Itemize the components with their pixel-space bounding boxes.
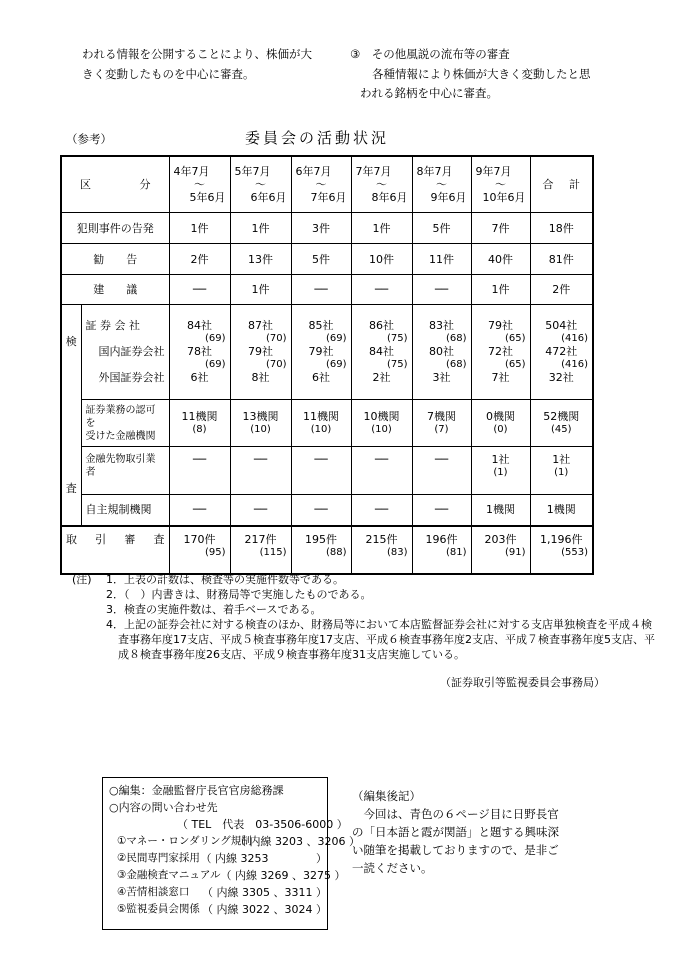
period-start: 7年7月 [355,165,392,178]
contact-item [109,867,346,884]
period-header [412,156,471,213]
cell-sub: (45) [550,424,572,436]
cell-value: 1社 [552,453,571,467]
table-cell [471,526,530,574]
period-header [471,156,530,213]
contact-name: ②民間専門家採用 [117,852,200,864]
table-cell [530,244,593,275]
total-header [530,156,593,213]
table-cell [412,399,471,446]
foreign-label: 外国証券会社 [98,371,165,385]
cell-value: 472社 [545,345,578,359]
category-char: 区 [80,178,91,191]
cell-value: 8社 [251,371,270,385]
contact-name: ①マネー・ロンダリング規制 [117,835,252,847]
table-cell [412,213,471,244]
cell-value: 3件 [312,221,330,235]
table-cell [412,244,471,275]
cell-value: 504社 [545,319,578,333]
cell-value: ── [314,283,328,296]
table-cell [471,244,530,275]
table-cell [230,275,291,305]
cell-sub: (69) [204,359,226,371]
inspection-char: 検 [65,335,77,348]
category-char: 分 [139,178,151,191]
table-cell [230,213,291,244]
table-cell [291,526,351,574]
cell-value: 1,196件 [540,533,583,546]
cell-value: ── [192,503,207,517]
table-cell [169,494,230,526]
table-cell [291,244,351,275]
cell-value: 85社 [308,319,334,333]
period-start: 4年7月 [173,165,210,178]
cell-value: 52機関 [543,410,580,424]
period-end: 6年6月 [250,191,287,204]
table-cell [351,447,412,494]
afterword-line-1: 今回は、青色の６ページ目に日野長官 [352,807,559,821]
table-cell [412,275,471,305]
cell-value: ── [192,283,207,296]
cell-value: ── [434,503,449,517]
intro-left-line-2: きく変動したものを中心に審査。 [82,67,255,81]
cell-sub: (69) [325,359,347,371]
cell-sub: (10) [371,424,392,436]
cell-sub: (1) [493,467,508,479]
cell-sub: (69) [204,333,226,345]
notes [72,572,655,662]
cell-value: 13機関 [242,410,279,424]
table-cell [291,447,351,494]
period-end: 5年6月 [189,191,226,204]
table-cell [230,494,291,526]
cell-value: 203件 [484,533,517,546]
intro-right-line-2: われる銘柄を中心に審査。 [360,86,498,100]
row-label [61,275,169,305]
securities-label: 証 券 会 社 [85,319,140,333]
cell-value: 2社 [372,371,391,385]
contact-item [109,850,327,867]
table-cell [530,399,593,446]
table-cell [230,526,291,574]
cell-sub: (83) [386,547,408,558]
cell-sub: (10) [250,424,271,436]
cell-value: 10件 [369,252,394,266]
row-label-char: 取 [66,533,77,546]
table-cell [291,399,351,446]
period-tilde: ～ [255,178,266,191]
cell-sub: (7) [434,424,449,436]
period-end: 8年6月 [371,191,408,204]
period-tilde: ～ [315,178,327,191]
cell-value: 72社 [488,345,513,359]
period-end: 7年6月 [310,191,347,204]
cell-value: 87社 [248,319,273,333]
editor-line: ○編集：金融監督庁長官官房総務課 [109,784,284,797]
cell-value: ── [374,283,389,296]
contact-name: ③金融検査マニュアル [117,869,221,881]
period-header [351,156,412,213]
securities-cell [291,305,351,400]
table-cell [351,494,412,526]
cell-value: 80社 [429,345,454,359]
cell-value: 1件 [251,221,270,235]
afterword [352,787,592,877]
period-header [230,156,291,213]
table-cell [351,244,412,275]
row-label-text: 金融先物取引業者 [85,454,156,479]
cell-value: 79社 [308,345,334,359]
notes-marker: (注) [72,573,92,586]
table-cell [291,494,351,526]
table-cell [230,244,291,275]
cell-sub: (70) [265,359,287,371]
contact-ext: （ 内線 3022 、3024 ） [202,903,327,916]
cell-value: 195件 [305,533,337,546]
table-row [61,213,593,244]
cell-value: 7件 [491,221,510,235]
period-start: 8年7月 [416,165,453,178]
cell-sub: (65) [504,359,526,371]
cell-value: 1社 [491,453,510,467]
period-header [169,156,230,213]
total-char: 合 [542,178,554,191]
table-cell [471,399,530,446]
contact-item [109,884,327,901]
table-cell [412,447,471,494]
table-cell [351,213,412,244]
cell-value: 11機関 [303,410,339,424]
note-2: 2．（ ）内書きは、財務局等で実施したものである。 [106,588,372,601]
cell-sub: (75) [386,333,408,345]
securities-cell [412,305,471,400]
cell-sub: (10) [310,424,332,436]
intro-right-line-1: 各種情報により株価が大きく変動したと思 [372,67,591,81]
table-cell [230,447,291,494]
cell-sub: (69) [325,333,347,345]
period-end: 9年6月 [430,191,467,204]
cell-value: ── [434,283,449,296]
cell-value: 5件 [312,252,330,266]
cell-value: 6社 [190,371,209,385]
cell-value: ── [253,453,268,467]
table-cell [169,244,230,275]
cell-value: 86社 [369,319,394,333]
row-label-text: 自主規制機関 [85,503,152,517]
table-cell [169,447,230,494]
cell-value: ── [314,503,328,517]
afterword-line-2: の「日本語と霞が関語」と題する興味深 [352,825,559,839]
cell-value: 11件 [429,252,454,266]
cell-value: 78社 [187,345,212,359]
table-cell [291,213,351,244]
table-row-securities [61,305,593,400]
cell-value: ── [374,453,389,467]
cell-sub: (81) [445,547,467,558]
period-start: 9年7月 [475,165,512,178]
cell-sub: (115) [259,547,287,558]
inspection-label [61,305,81,527]
row-label-text: 証券業務の認可を [85,404,156,429]
row-label [81,494,169,526]
cell-value: 170件 [183,533,216,546]
table-cell [351,275,412,305]
cell-sub: (88) [325,547,347,558]
cell-value: 40件 [488,252,513,266]
table-cell [169,213,230,244]
table-cell [530,213,593,244]
cell-sub: (91) [504,547,526,558]
cell-value: 7機関 [427,410,456,424]
note-4-cont-2: 成８検査事務年度26支店、平成９検査事務年度31支店実施している。 [118,648,465,661]
cell-value: 217件 [244,533,277,546]
period-start: 6年7月 [295,165,332,178]
cell-sub: (65) [504,333,526,345]
cell-value: 84社 [369,345,394,359]
cell-value: 196件 [425,533,458,546]
row-label [61,213,169,244]
cell-value: 10機関 [363,410,400,424]
row-label-char: 審 [124,533,136,546]
table-cell [230,399,291,446]
page-title: 委員会の活動状況 [245,129,390,147]
table-cell [471,213,530,244]
domestic-label: 国内証券会社 [98,345,165,359]
contact-item [109,901,327,918]
row-label-text: 勧 告 [93,252,138,266]
cell-value: 5件 [432,221,451,235]
note-1: 1．上表の計数は、検査等の実施件数等である。 [106,573,344,586]
cell-value: 7社 [491,371,510,385]
cell-sub: (1) [554,467,569,479]
table-cell [412,494,471,526]
cell-value: 215件 [365,533,398,546]
intro-right-heading: ③ その他風説の流布等の審査 [350,47,510,61]
cell-value: 1機関 [486,503,515,517]
table-cell [169,275,230,305]
cell-sub: (68) [445,359,467,371]
cell-sub: (553) [561,547,588,558]
period-tilde: ～ [376,178,387,191]
cell-value: 32社 [548,371,574,385]
cell-value: 2件 [190,252,209,266]
contact-name: ④苦情相談窓口 [117,886,190,898]
row-label [81,399,169,446]
cell-sub: (416) [561,333,588,345]
table-cell [471,494,530,526]
cell-value: 0機関 [486,410,515,424]
row-label-text: 建 議 [93,283,138,296]
table-row-futures [61,447,593,494]
cell-value: 81件 [548,252,574,266]
row-label-char: 査 [153,533,165,546]
row-label-char: 引 [95,533,107,546]
period-tilde: ～ [436,178,447,191]
cell-sub: (0) [493,424,508,436]
cell-value: 79社 [248,345,273,359]
source-label: （証券取引等監視委員会事務局） [440,676,605,689]
total-char: 計 [569,178,580,191]
table-row-trading-review [61,526,593,574]
contact-ext: （ 内線 3203 、3206 ） [235,835,360,848]
table-cell [471,275,530,305]
reference-label: （参考） [66,132,112,146]
cell-value: 6社 [312,371,330,385]
contact-item [109,833,360,850]
cell-value: 1件 [251,283,270,296]
note-3: 3．検査の実施件数は、着手ベースである。 [106,603,322,616]
contact-ext: （ 内線 3305 、3311 ） [202,886,327,899]
table-cell [351,399,412,446]
cell-value: 83社 [429,319,454,333]
period-header [291,156,351,213]
cell-value: 1件 [491,283,510,296]
table-cell [169,526,230,574]
securities-cell [351,305,412,400]
afterword-line-4: 一読ください。 [352,861,433,875]
contact-ext: （ 内線 3269 、3275 ） [220,869,346,882]
securities-cell [530,305,593,400]
securities-cell [471,305,530,400]
cell-value: 18件 [548,221,574,235]
category-header [61,156,169,213]
cell-value: 1機関 [546,503,576,517]
row-label [81,447,169,494]
cell-value: 1件 [372,221,391,235]
cell-value: 11機関 [181,410,218,424]
cell-value: 79社 [488,319,513,333]
table-cell [530,526,593,574]
inspection-char: 査 [65,482,77,495]
table-cell [471,447,530,494]
cell-value: ── [314,453,328,467]
cell-value: 2件 [552,283,571,296]
table-cell [351,526,412,574]
table-row [61,275,593,305]
table-cell [412,526,471,574]
contact-ext: （ 内線 3253 ） [200,852,327,865]
table-cell [530,447,593,494]
cell-value: 13件 [248,252,273,266]
row-label-text: 受けた金融機関 [85,430,156,442]
cell-value: ── [434,453,449,467]
cell-value: ── [374,503,389,517]
period-tilde: ～ [194,178,205,191]
period-end: 10年6月 [482,191,526,204]
contact-box [102,777,360,930]
cell-sub: (8) [192,424,207,436]
table-cell [169,399,230,446]
intro-left-line-1: われる情報を公開することにより、株価が大 [82,47,312,61]
activity-table [60,155,594,575]
cell-sub: (416) [561,359,588,371]
inquiry-line: ○内容の問い合わせ先 [109,801,218,814]
securities-labels [81,305,169,400]
table-row [61,244,593,275]
table-row-self-regulatory [61,494,593,526]
cell-value: ── [253,503,268,517]
cell-sub: (75) [386,359,408,371]
contact-name: ⑤監視委員会関係 [117,903,200,915]
afterword-heading: （編集後記） [352,789,421,803]
note-4: 4．上記の証券会社に対する検査のほか、財務局等において本店監督証券会社に対する支店単独検査を平成４検 [106,618,652,631]
cell-sub: (95) [204,547,226,558]
table-cell [530,275,593,305]
cell-sub: (68) [445,333,467,345]
tel-line: （ TEL 代表 03-3506-6000 ） [177,818,348,831]
securities-cell [169,305,230,400]
cell-value: 1件 [190,221,209,235]
table-row-financial-institutions [61,399,593,446]
period-start: 5年7月 [234,165,271,178]
header-row [61,156,593,213]
row-label [61,244,169,275]
row-label [61,526,169,574]
note-4-cont-1: 査事務年度17支店、平成５検査事務年度17支店、平成６検査事務年度2支店、平成７検査事務年度5支店、平 [118,633,655,646]
cell-sub: (70) [265,333,287,345]
cell-value: 84社 [187,319,212,333]
cell-value: 3社 [432,371,451,385]
table-cell [291,275,351,305]
period-tilde: ～ [495,178,506,191]
cell-value: ── [192,453,207,467]
securities-cell [230,305,291,400]
table-cell [530,494,593,526]
afterword-line-3: い随筆を掲載しておりますので、是非ご [352,843,559,857]
row-label-text: 犯則事件の告発 [76,221,154,235]
